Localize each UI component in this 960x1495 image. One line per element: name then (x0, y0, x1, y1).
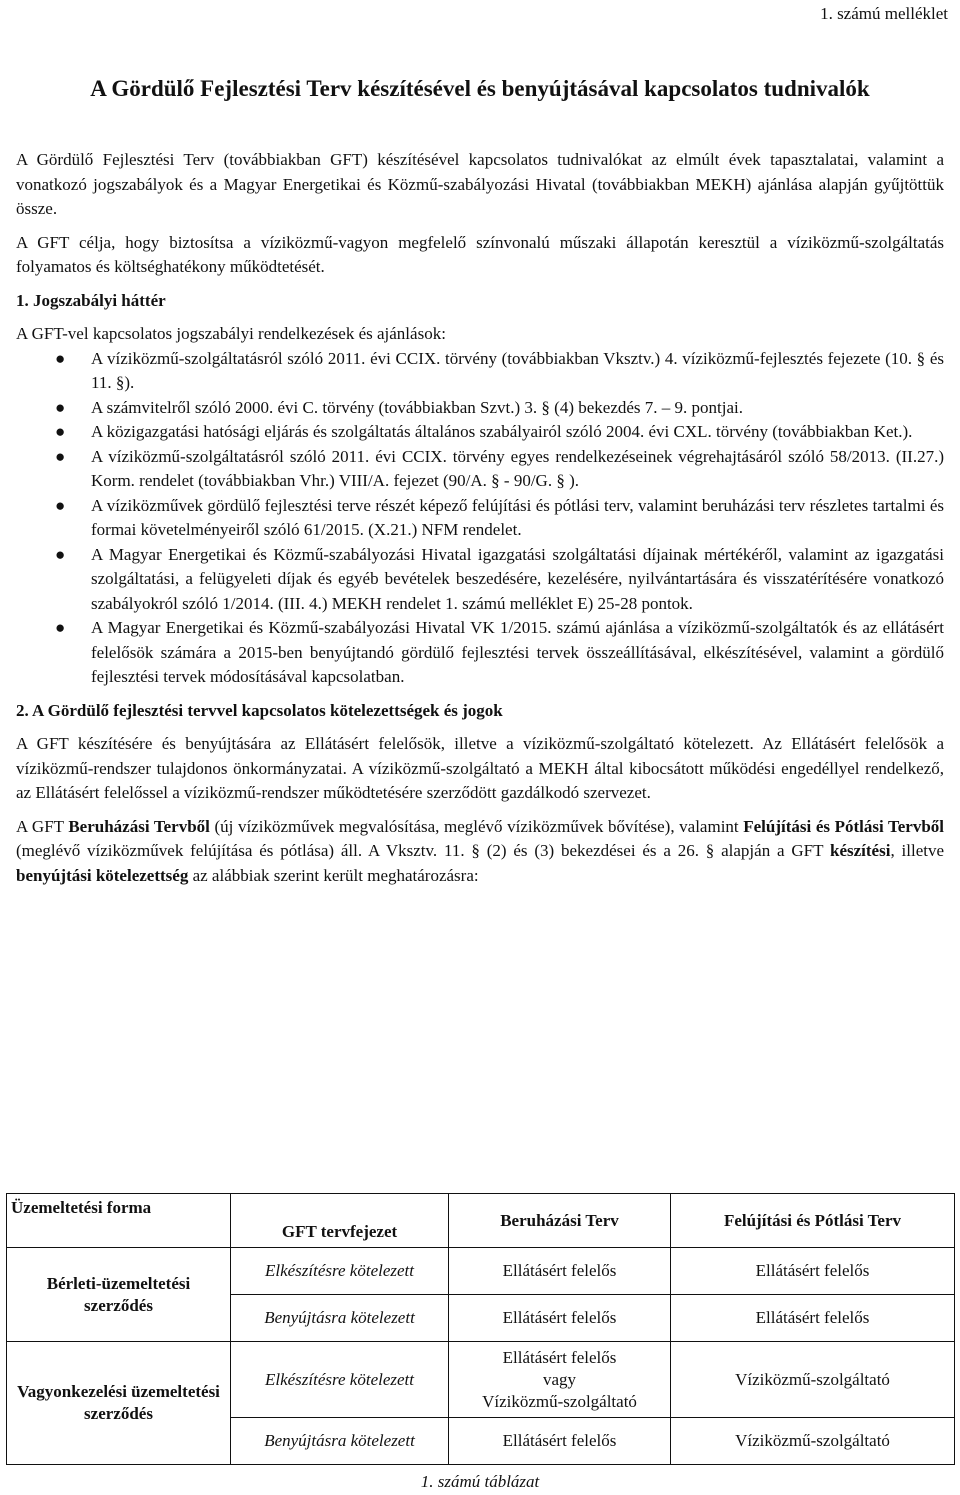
annex-label: 1. számú melléklet (820, 4, 948, 23)
bold-term: benyújtási kötelezettség (16, 865, 189, 885)
renewal-cell: Ellátásért felelős (671, 1295, 955, 1342)
bold-term: készítési (830, 841, 891, 860)
list-item (16, 445, 944, 494)
bullet-icon: ● (55, 422, 66, 441)
table-caption: 1. számú táblázat (420, 1472, 540, 1491)
section-2-heading: 2. A Gördülő fejlesztési tervvel kapcsolatos kötelezettségek és jogok (16, 700, 503, 720)
page-title: A Gördülő Fejlesztési Terv készítésével és benyújtásával kapcsolatos tudnivalók (90, 76, 870, 101)
list-item (16, 616, 944, 690)
operation-form-lease: Bérleti-üzemeltetési szerződés (7, 1248, 231, 1342)
list-item-text: A víziközművek gördülő fejlesztési terve részét képező felújítási és pótlási terv, valamint beruházási terv részletes tartalmi és formai követelményeiről szóló 61/2015. (X.21.) NFM rendelet. (91, 495, 944, 539)
document-body (16, 148, 944, 888)
bullet-icon: ● (55, 348, 66, 368)
table-row (7, 1342, 955, 1418)
section-1-lead: A GFT-vel kapcsolatos jogszabályi rendelkezések és ajánlások: (16, 324, 446, 343)
bullet-icon: ● (55, 495, 66, 515)
list-item (16, 396, 944, 421)
list-item-text: A víziközmű-szolgáltatásról szóló 2011. évi CCIX. törvény (továbbiakban Vksztv.) 4. víziközmű-fejlesztés fejezete (10. § és 11. §). (91, 348, 944, 392)
list-item (16, 494, 944, 543)
operation-form-asset-management: Vagyonkezelési üzemeltetési szerződés (7, 1342, 231, 1465)
investment-line: Ellátásért felelős (502, 1347, 617, 1367)
list-item (16, 347, 944, 396)
bullet-icon: ● (55, 446, 66, 466)
investment-line: Víziközmű-szolgáltató (482, 1391, 637, 1411)
bullet-icon: ● (55, 397, 66, 417)
renewal-cell: Víziközmű-szolgáltató (671, 1418, 955, 1465)
text-run: az alábbiak szerint került meghatározásra: (188, 865, 479, 885)
chapter-cell: Benyújtásra kötelezett (231, 1295, 449, 1342)
intro-paragraph-1: A Gördülő Fejlesztési Terv (továbbiakban GFT) készítésével kapcsolatos tudnivalókat az elmúlt évek tapasztalatai, valamint a vonatkozó jogszabályok és a Magyar Energetikai és Közmű-szabályozási Hivatal (továbbiakban MEKH) ajánlása alapján gyűjtöttük össze. (16, 150, 944, 218)
investment-cell: Ellátásért felelős (449, 1418, 671, 1465)
section-2-paragraph-2 (16, 815, 944, 889)
intro-paragraph-2: A GFT célja, hogy biztosítsa a víziközmű-vagyon megfelelő színvonalú műszaki állapotán keresztül a víziközmű-szolgáltatás folyamatos és költséghatékony működtetését. (16, 232, 944, 276)
list-item-text: A víziközmű-szolgáltatásról szóló 2011. évi CCIX. törvény egyes rendelkezéseinek végrehajtásáról szóló 58/2013. (II.27.) Korm. rendelet (továbbiakban Vhr.) VIII/A. fejezet (90/A. § - 90/G. § ). (91, 446, 944, 490)
chapter-cell: Benyújtásra kötelezett (231, 1418, 449, 1465)
text-run: , illetve (890, 841, 945, 860)
section-1-heading: 1. Jogszabályi háttér (16, 290, 166, 310)
investment-cell: Ellátásért felelős (449, 1248, 671, 1295)
text-run: (meglévő víziközművek felújítása és pótlása) áll. A Vksztv. 11. § (2) és (3) bekezdései és a 26. § alapján a GFT (16, 841, 831, 860)
text-run: A GFT (16, 816, 69, 836)
legislation-list (16, 347, 944, 690)
header-gft-chapter: GFT tervfejezet (231, 1194, 449, 1248)
list-item (16, 543, 944, 617)
text-run: (új víziközművek megvalósítása, meglévő víziközművek bővítése), valamint (209, 816, 744, 836)
header-renewal-plan: Felújítási és Pótlási Terv (671, 1194, 955, 1248)
bold-term: Felújítási és Pótlási Tervből (743, 816, 944, 836)
list-item-text: A Magyar Energetikai és Közmű-szabályozási Hivatal VK 1/2015. számú ajánlása a víziközmű-szolgáltatók és az ellátásért felelősök számára a 2015-ben benyújtandó gördülő fejlesztési tervek összeállításával, elkészítésével, valamint a gördülő fejlesztési tervek módosításával kapcsolatban. (91, 618, 944, 686)
header-investment-plan: Beruházási Terv (449, 1194, 671, 1248)
renewal-cell: Ellátásért felelős (671, 1248, 955, 1295)
investment-cell: Ellátásért felelős (449, 1295, 671, 1342)
header-operation-form: Üzemeltetési forma (7, 1194, 231, 1248)
list-item-text: A Magyar Energetikai és Közmű-szabályozási Hivatal igazgatási szolgáltatási díjainak mértékéről, valamint az igazgatási szolgáltatási, a felügyeleti díjak és egyéb bevételek beszedésére, kezelésére, nyilvántartására és visszatérítésére vonatkozó szabályokról szóló 1/2014. (III. 4.) MEKH rendelet 1. számú melléklet E) 25-28 pontok. (91, 544, 944, 613)
investment-cell (449, 1342, 671, 1418)
list-item-text: A számvitelről szóló 2000. évi C. törvény (továbbiakban Szvt.) 3. § (4) bekezdés 7. – 9. pontjai. (91, 397, 744, 417)
bullet-icon: ● (55, 544, 66, 564)
list-item-text: A közigazgatási hatósági eljárás és szolgáltatás általános szabályairól szóló 2004. évi CXL. törvény (továbbiakban Ket.). (91, 422, 913, 441)
section-2-paragraph-1: A GFT készítésére és benyújtására az Ellátásért felelősök, illetve a víziközmű-szolgáltató kötelezett. Az Ellátásért felelősök a víziközmű-rendszer tulajdonos önkormányzatai. A víziközmű-szolgáltató a MEKH által kibocsátott működési engedéllyel rendelkező, az Ellátásért felelőssel a víziközmű-rendszer működtetésére szerződött gazdálkodó szervezet. (16, 734, 944, 802)
table-header-row (7, 1194, 955, 1248)
renewal-cell: Víziközmű-szolgáltató (671, 1342, 955, 1418)
table-row (7, 1248, 955, 1295)
bold-term: Beruházási Tervből (68, 816, 210, 836)
investment-line: vagy (542, 1369, 577, 1389)
obligations-table (6, 1193, 955, 1465)
bullet-icon: ● (55, 618, 66, 637)
chapter-cell: Elkészítésre kötelezett (231, 1342, 449, 1418)
list-item (16, 420, 944, 445)
chapter-cell: Elkészítésre kötelezett (231, 1248, 449, 1295)
